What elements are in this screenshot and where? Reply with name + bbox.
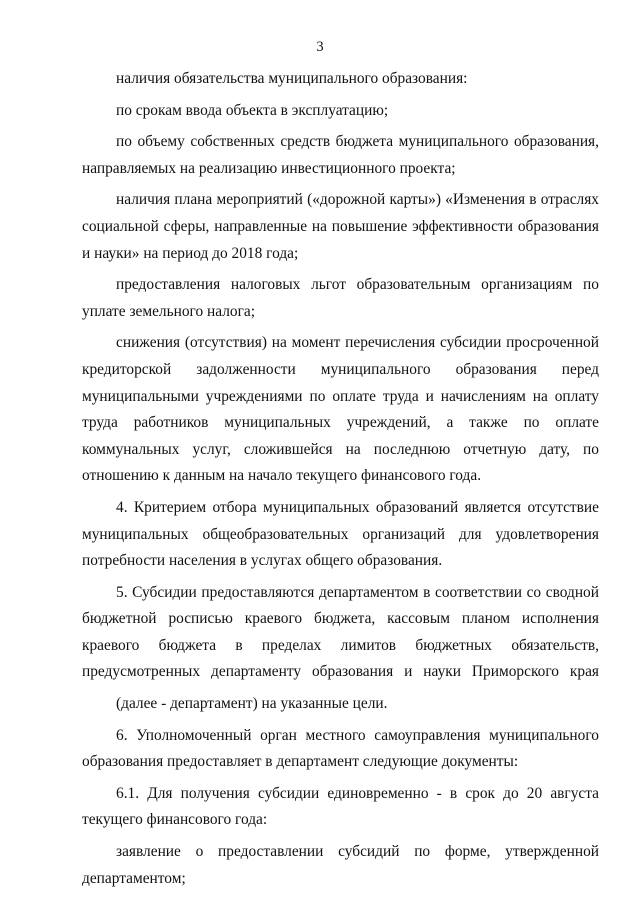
paragraph-subsidy-deadline: 6.1. Для получения субсидии единовременно - в срок до 20 августа текущего финансового года: xyxy=(82,784,599,829)
paragraph-application-form: заявление о предоставлении субсидий по форме, утвержденной департаментом; xyxy=(82,843,599,887)
page-number: 3 xyxy=(316,39,324,55)
paragraph-municipal-obligation: наличия обязательства муниципального образования: xyxy=(116,70,468,87)
paragraph-department-definition: (далее - департамент) на указанные цели. xyxy=(116,695,388,713)
paragraph-selection-criterion: 4. Критерием отбора муниципальных образований является отсутствие муниципальных общеобразовательных организаций для удовлетворения потребности населения в услугах общего образования. xyxy=(82,498,599,570)
paragraph-tax-benefits: предоставления налоговых льгот образовательным организациям по уплате земельного налога; xyxy=(82,276,599,320)
paragraph-commissioning-terms: по срокам ввода объекта в эксплуатацию; xyxy=(116,101,389,119)
paragraph-arrears-reduction: снижения (отсутствия) на момент перечисления субсидии просроченной кредиторской задолженности муниципального образования перед муниципальными учреждениями по оплате труда и начислениям на оплату труда работников муниципальных учреждений, а также по оплате коммунальных услуг, сложившейся на последнюю отчетную дату, по отношению к данным на начало текущего финансового года. xyxy=(82,334,599,485)
paragraph-documents-submission: 6. Уполномоченный орган местного самоуправления муниципального образования предоставляет в департамент следующие документы: xyxy=(82,726,599,771)
document-body xyxy=(82,66,599,892)
paragraph-subsidy-provision: 5. Субсидии предоставляются департаментом в соответствии со сводной бюджетной росписью краевого бюджета, кассовым планом исполнения краевого бюджета в пределах лимитов бюджетных обязательств, предусмотренных департаменту образования и науки Приморского края xyxy=(82,583,599,681)
paragraph-own-funds: по объему собственных средств бюджета муниципального образования, направляемых на реализацию инвестиционного проекта; xyxy=(82,133,599,177)
paragraph-roadmap: наличия плана мероприятий («дорожной карты») «Изменения в отраслях социальной сферы, направленные на повышение эффективности образования и науки» на период до 2018 года; xyxy=(82,191,599,262)
